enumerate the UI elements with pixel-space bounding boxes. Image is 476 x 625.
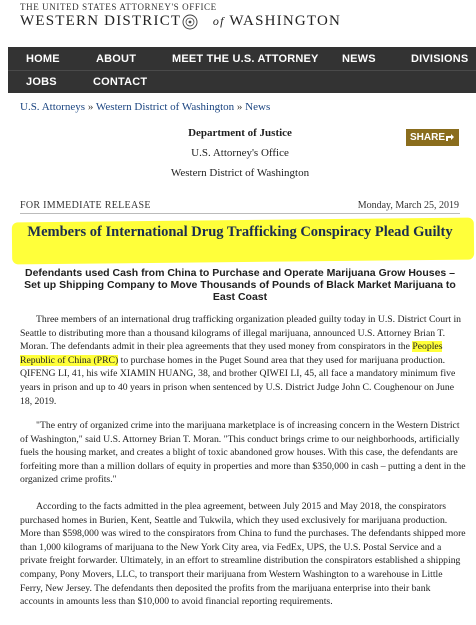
nav-meet-attorney[interactable]: MEET THE U.S. ATTORNEY xyxy=(172,53,319,65)
nav-divider xyxy=(8,70,476,71)
breadcrumb-news[interactable]: News xyxy=(245,101,271,113)
release-date: Monday, March 25, 2019 xyxy=(357,200,459,211)
release-label: FOR IMMEDIATE RELEASE xyxy=(20,200,151,211)
site-title-left: WESTERN DISTRICT xyxy=(20,13,182,29)
breadcrumb-western-district[interactable]: Western District of Washington xyxy=(95,101,235,113)
nav-news[interactable]: NEWS xyxy=(342,53,376,65)
paragraph-1 xyxy=(20,313,466,408)
site-header xyxy=(0,0,476,44)
breadcrumb-us-attorneys[interactable]: U.S. Attorneys xyxy=(20,101,86,113)
nav-jobs[interactable]: JOBS xyxy=(26,76,57,88)
divider xyxy=(20,213,460,214)
office-name: U.S. Attorney's Office xyxy=(191,147,289,159)
breadcrumb xyxy=(20,101,270,113)
paragraph-1-text-b: to purchase homes in the Puget Sound area that they used for marijuana production. QIFENG LI, 41, his wife XIAMIN HUANG, 38, and brother QIWEI LI, 45, all face a mandatory minimum five years in prison and up to 40 years in prison when sentenced by U.S. District Judge John C. Coughenour on June 18, 2019. xyxy=(20,354,456,407)
office-tagline: THE UNITED STATES ATTORNEY'S OFFICE xyxy=(20,2,217,12)
paragraph-3: According to the facts admitted in the plea agreement, between July 2015 and May 2018, the conspirators purchased homes in Burien, Kent, Seattle and Tukwila, which they used exclusively for marijuana production. More than $598,000 was wired to the conspirators from China to fund the purchases. The defendants shipped more than 1,000 kilograms of marijuana to the New York City area, via FedEx, UPS, the U.S. Postal Service and a private freight forwarder. Ultimately, in an effort to streamline distribution the conspirators established a shipping company, Pony Movers, LLC, to transport their marijuana from Western Washington to a warehouse in Little Ferry, New Jersey. The defendants then deposited the profits from the marijuana enterprise into their bank accounts in amounts less than $10,000 to avoid financial reporting requirements. xyxy=(20,501,466,608)
nav-home[interactable]: HOME xyxy=(26,53,60,65)
nav-about[interactable]: ABOUT xyxy=(96,53,137,65)
dept-name: Department of Justice xyxy=(188,127,292,139)
paragraph-1-text-a: Three members of an international drug trafficking organization pleaded guilty today in U.S. District Court in Seattle to distributing more than a thousand kilograms of illegal marijuana, announced U.S. Attorney Brian T. Moran. The defendants admit in their plea agreements that they used money from conspirators in the xyxy=(20,314,461,353)
share-label: SHARE xyxy=(410,132,446,143)
share-arrow-icon xyxy=(445,132,455,142)
seal-icon xyxy=(182,14,198,30)
site-title-of: of xyxy=(212,14,225,28)
nav-divisions[interactable]: DIVISIONS xyxy=(411,53,469,65)
paragraph-2: "The entry of organized crime into the marijuana marketplace is of increasing concern in the Western District of Washington," said U.S. Attorney Brian T. Moran. "This conduct brings crime to our neighborhoods, artificially fuels the housing market, and creates a blight of toxic abandoned grow houses. With this case, the defendants are forfeiting more than a million dollars of equity in properties and more than $350,000 in cash – putting a dent in the organized crime profits." xyxy=(20,420,466,486)
breadcrumb-sep: » xyxy=(87,101,94,113)
main-nav xyxy=(8,47,476,93)
site-title-right: WASHINGTON xyxy=(229,13,342,29)
district-name: Western District of Washington xyxy=(170,167,310,179)
headline: Members of International Drug Trafficking Conspiracy Plead Guilty xyxy=(27,224,453,240)
highlighted-prc: Peoples Republic of China (PRC) xyxy=(20,341,443,366)
site-title[interactable] xyxy=(20,13,341,30)
nav-contact[interactable]: CONTACT xyxy=(93,76,148,88)
breadcrumb-sep: » xyxy=(236,101,243,113)
share-button[interactable] xyxy=(406,129,459,146)
subheadline: Defendants used Cash from China to Purchase and Operate Marijuana Grow Houses – Set up Shipping Company to Move Thousands of Pounds of Black Market Marijuana to East Coast xyxy=(24,267,456,303)
